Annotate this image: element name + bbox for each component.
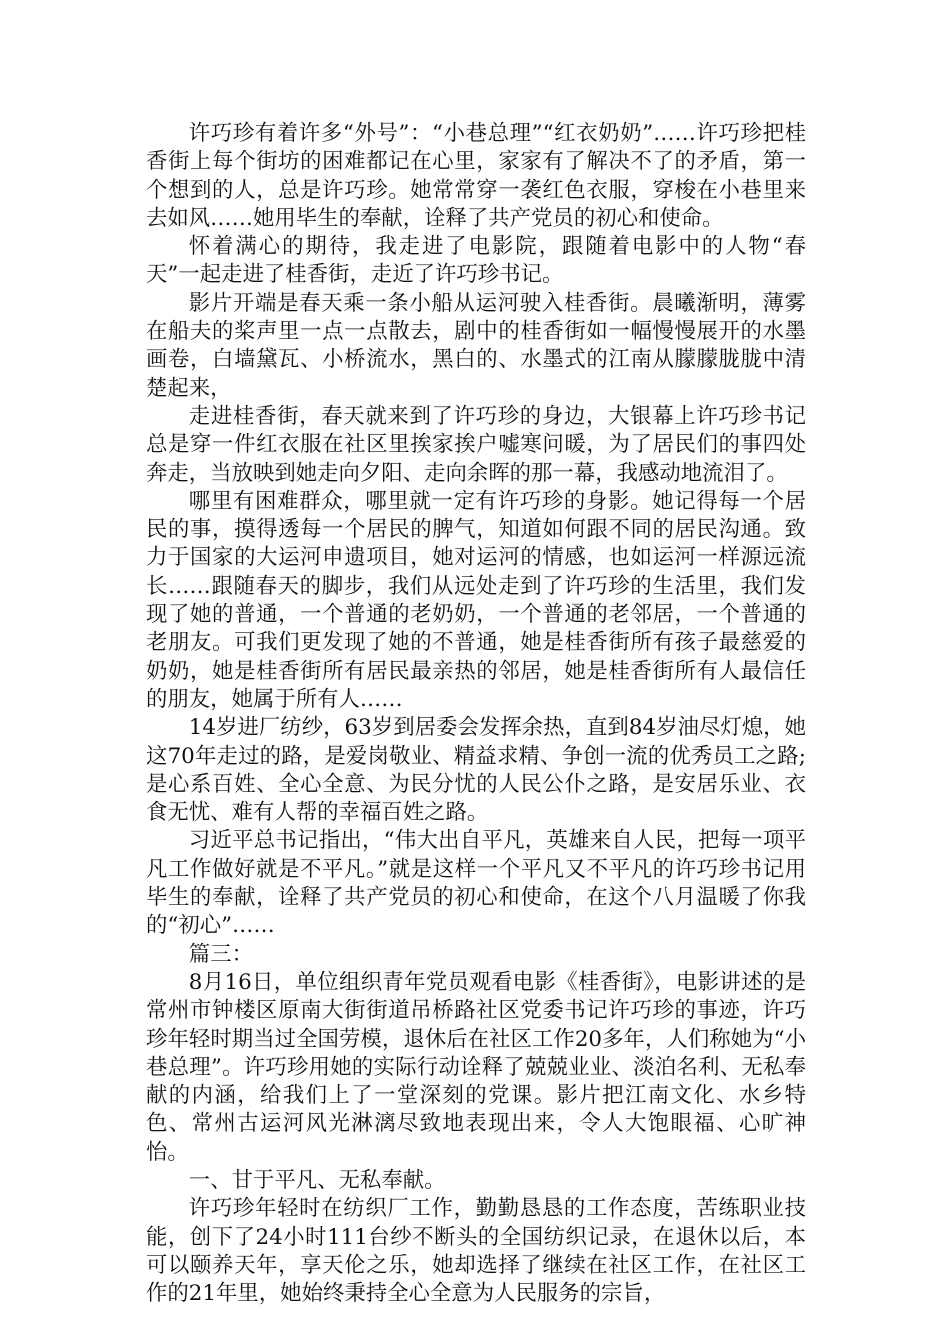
paragraph-life-path: 14岁进厂纺纱，63岁到居委会发挥余热，直到84岁油尽灯熄，她这70年走过的路，是爱岗敬业、精益求精、争创一流的优秀员工之路;是心系百姓、全心全意、为民分忧的人民公仆之路，是安居乐业、衣食无忧、难有人帮的幸福百姓之路。	[146, 715, 806, 826]
document-body	[146, 120, 806, 1308]
paragraph-august-16: 8月16日，单位组织青年党员观看电影《桂香街》，电影讲述的是常州市钟楼区原南大街街道吊桥路社区党委书记许巧珍的事迹，许巧珍年轻时期当过全国劳模，退休后在社区工作20多年，人们称她为“小巷总理”。许巧珍用她的实际行动诠释了兢兢业业、淡泊名利、无私奉献的内涵，给我们上了一堂深刻的党课。影片把江南文化、水乡特色、常州古运河风光淋漓尽致地表现出来，令人大饱眼福、心旷神怡。	[146, 969, 806, 1165]
paragraph-nicknames: 许巧珍有着许多“外号”：“小巷总理”“红衣奶奶”……许巧珍把桂香街上每个街坊的困难都记在心里，家家有了解决不了的矛盾，第一个想到的人，总是许巧珍。她常常穿一袭红色衣服，穿梭在小巷里来去如风……她用毕生的奉献，诠释了共产党员的初心和使命。	[146, 121, 806, 231]
section-heading: 篇三：	[188, 941, 253, 967]
paragraph-difficulties: 哪里有困难群众，哪里就一定有许巧珍的身影。她记得每一个居民的事，摸得透每一个居民的脾气，知道如何跟不同的居民沟通。致力于国家的大运河申遗项目，她对运河的情感，也如运河一样源远流长……跟随春天的脚步，我们从远处走到了许巧珍的生活里，我们发现了她的普通，一个普通的老奶奶，一个普通的老邻居，一个普通的老朋友。可我们更发现了她的不普通，她是桂香街所有孩子最慈爱的奶奶，她是桂香街所有居民最亲热的邻居，她是桂香街所有人最信任的朋友，她属于所有人……	[146, 488, 806, 712]
paragraph-textile-factory: 许巧珍年轻时在纺织厂工作，勤勤恳恳的工作态度，苦练职业技能，创下了24小时111台纱不断头的全国纺织记录，在退休以后，本可以颐养天年，享天伦之乐，她却选择了继续在社区工作，在社区工作的21年里，她始终秉持全心全意为人民服务的宗旨，	[146, 1196, 806, 1307]
paragraph-guixiang-street: 走进桂香街，春天就来到了许巧珍的身边，大银幕上许巧珍书记总是穿一件红衣服在社区里挨家挨户嘘寒问暖，为了居民们的事四处奔走，当放映到她走向夕阳、走向余晖的那一幕，我感动地流泪了。	[146, 403, 806, 486]
paragraph-cinema: 怀着满心的期待，我走进了电影院，跟随着电影中的人物“春天”一起走进了桂香街，走近了许巧珍书记。	[146, 234, 806, 288]
paragraph-quote: 习近平总书记指出，“伟大出自平凡，英雄来自人民，把每一项平凡工作做好就是不平凡。”就是这样一个平凡又不平凡的许巧珍书记用毕生的奉献，诠释了共产党员的初心和使命，在这个八月温暖了你我的“初心”……	[146, 828, 806, 939]
paragraph-film-opening: 影片开端是春天乘一条小船从运河驶入桂香街。晨曦渐明，薄雾在船夫的桨声里一点一点散去，剧中的桂香街如一幅慢慢展开的水墨画卷，白墙黛瓦、小桥流水，黑白的、水墨式的江南从朦朦胧胧中清楚起来，	[146, 290, 806, 401]
subheading-ordinary-dedication: 一、甘于平凡、无私奉献。	[188, 1167, 446, 1193]
